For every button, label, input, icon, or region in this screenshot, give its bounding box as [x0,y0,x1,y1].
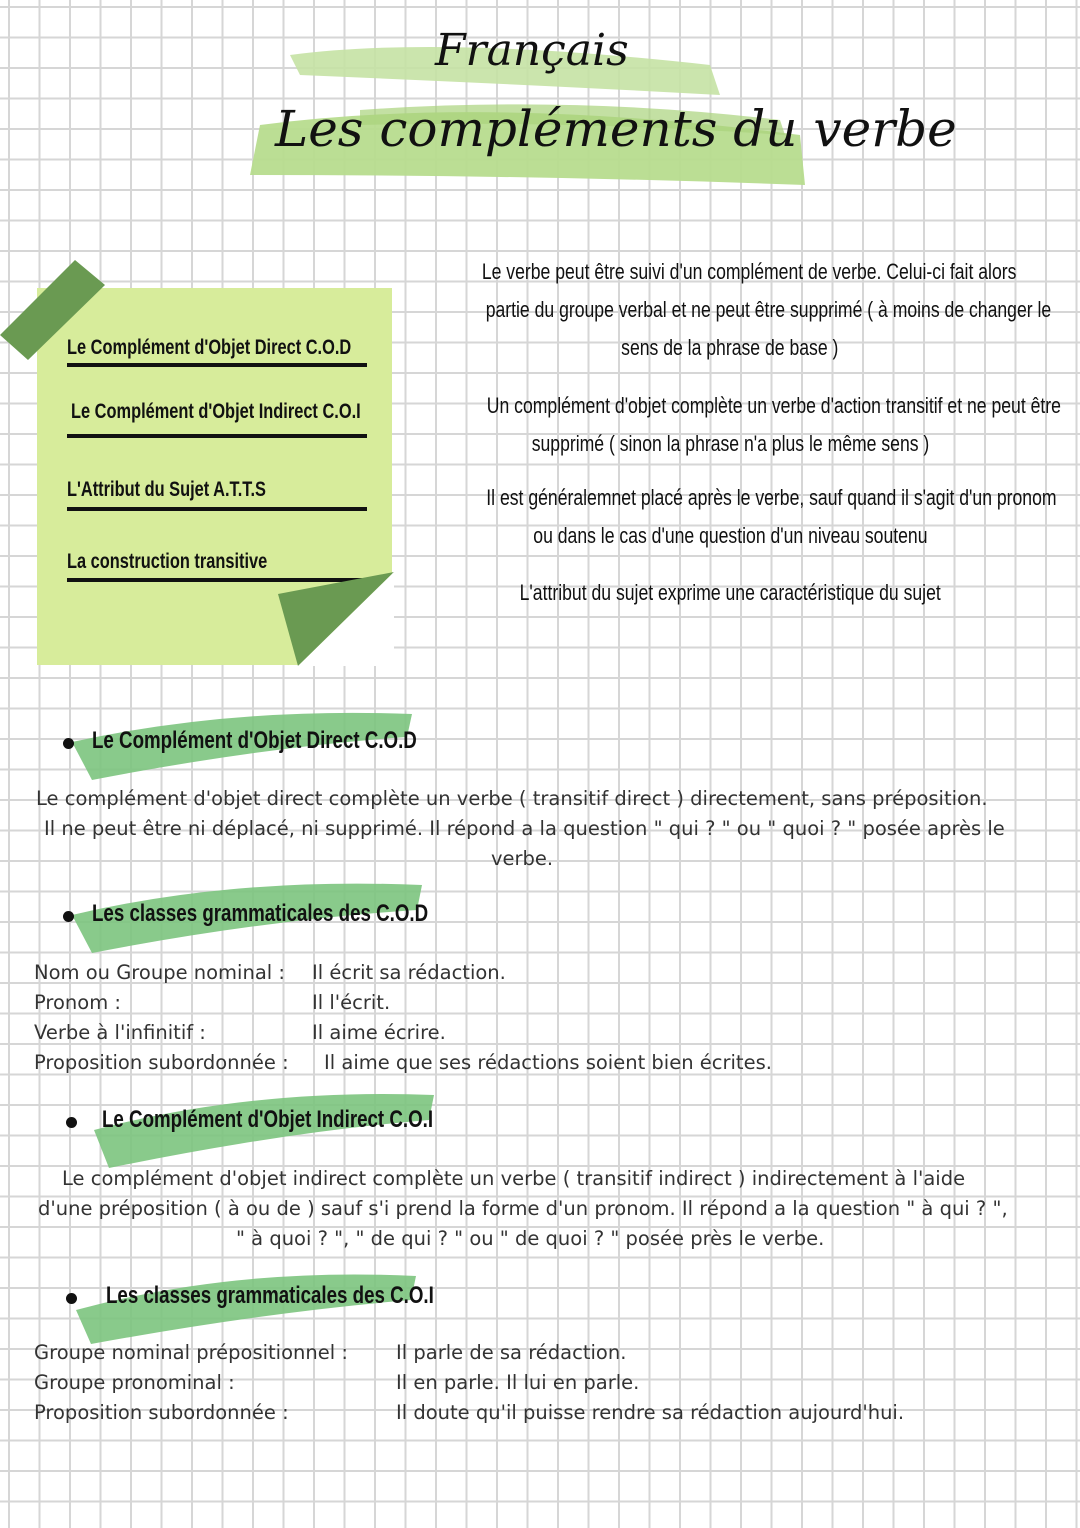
bullet [66,1117,77,1128]
cod-class-example: Il écrit sa rédaction. [312,961,506,984]
coi-line-1: Le complément d'objet indirect complète un verbe ( transitif indirect ) indirectement à l'aide [62,1167,966,1190]
tape-icon [0,255,110,365]
section-heading-coi: Le Complément d'Objet Indirect C.O.I [102,1106,434,1133]
intro-paragraph-3: Il est généralemnet placé après le verbe, sauf quand il s'agit d'un pronom ou dans le cas d'une question d'un niveau soutenu [486,485,1057,548]
coi-class-label: Proposition subordonnée : [34,1401,289,1424]
cod-class-label: Pronom : [34,991,121,1014]
section-heading-cod-classes: Les classes grammaticales des C.O.D [92,900,429,927]
cod-line-2: Il ne peut être ni déplacé, ni supprimé. Il répond a la question " qui ? " ou " quoi ? " posée après le [44,817,1005,840]
sticky-underline [67,507,367,511]
page-title: Les compléments du verbe [275,100,957,158]
section-heading-cod: Le Complément d'Objet Direct C.O.D [92,727,417,754]
sticky-item-cod: Le Complément d'Objet Direct C.O.D [67,336,352,359]
sticky-item-transitive: La construction transitive [67,550,268,573]
cod-class-example: Il aime écrire. [312,1021,446,1044]
intro-paragraph-4: L'attribut du sujet exprime une caractéristique du sujet [519,580,941,605]
coi-line-2: d'une préposition ( à ou de ) sauf s'i prend la forme d'un pronom. Il répond a la question " à qui ? ", [38,1197,1008,1220]
intro-paragraph-2: Un complément d'objet complète un verbe d'action transitif et ne peut être supprimé ( sinon la phrase n'a plus le même sens ) [486,393,1061,456]
cod-class-label: Verbe à l'infinitif : [34,1021,206,1044]
cod-line-3: verbe. [491,847,554,870]
coi-line-3: " à quoi ? ", " de qui ? " ou " de quoi ? " posée près le verbe. [236,1227,825,1250]
cod-class-label: Proposition subordonnée : [34,1051,289,1074]
sticky-item-atts: L'Attribut du Sujet A.T.T.S [67,478,266,501]
bullet [63,738,74,749]
coi-class-example: Il en parle. Il lui en parle. [396,1371,640,1394]
bullet [66,1293,77,1304]
folded-corner-icon [278,572,394,666]
cod-class-example: Il l'écrit. [312,991,391,1014]
coi-class-example: Il parle de sa rédaction. [396,1341,627,1364]
coi-class-example: Il doute qu'il puisse rendre sa rédaction aujourd'hui. [396,1401,905,1424]
cod-class-example: Il aime que ses rédactions soient bien écrites. [324,1051,772,1074]
sticky-underline [67,434,367,438]
sticky-item-coi: Le Complément d'Objet Indirect C.O.I [71,400,361,423]
cod-class-label: Nom ou Groupe nominal : [34,961,285,984]
section-heading-coi-classes: Les classes grammaticales des C.O.I [106,1282,434,1309]
cod-line-1: Le complément d'objet direct complète un verbe ( transitif direct ) directement, sans préposition. [36,787,988,810]
intro-paragraph-1: Le verbe peut être suivi d'un complément de verbe. Celui-ci fait alors partie du groupe verbal et ne peut être supprimé ( à moins de changer le sens de la phrase de base ) [481,259,1052,360]
coi-class-label: Groupe pronominal : [34,1371,235,1394]
bullet [63,911,74,922]
sticky-underline [67,363,367,367]
subject-title: Français [435,25,629,76]
coi-class-label: Groupe nominal prépositionnel : [34,1341,348,1364]
